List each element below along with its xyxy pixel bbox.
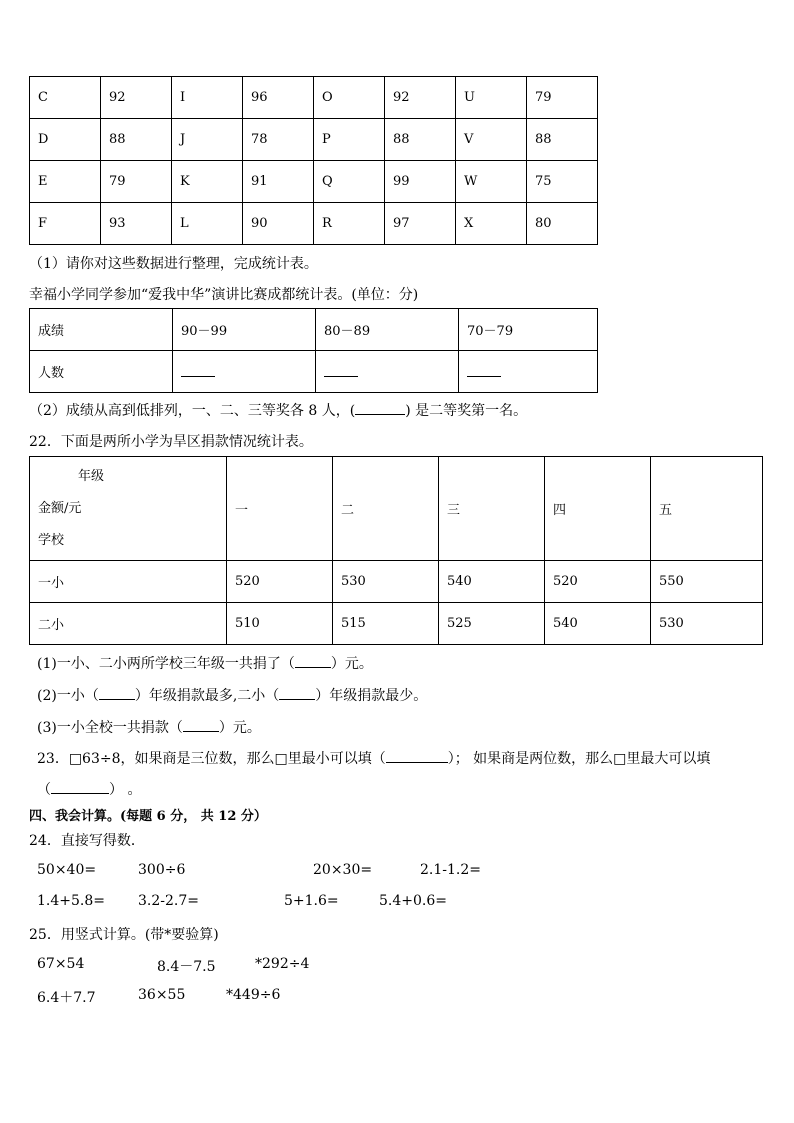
table-row [30,119,598,161]
header-school-label: 学校 [38,532,65,548]
student-letter-cell: D [30,119,101,161]
donation-cell: 515 [333,603,439,645]
q25-item: *292÷4 [255,956,310,972]
answer-blank-q22-2a[interactable] [99,685,135,700]
section-4-heading: 四、我会计算。(每题 6 分， 共 12 分） [29,809,267,824]
donation-cell: 520 [545,561,651,603]
student-score-cell: 92 [101,77,172,119]
student-score-cell: 99 [385,161,456,203]
q24-item: 5+1.6= [284,893,339,909]
answer-blank-q21-2[interactable] [355,400,405,415]
school-name-1: 一小 [30,561,227,603]
donation-cell: 510 [227,603,333,645]
student-score-cell: 91 [243,161,314,203]
student-letter-cell: X [456,203,527,245]
student-letter-cell: F [30,203,101,245]
stat-table-title: 幸福小学同学参加“爱我中华”演讲比赛成都统计表。(单位：分) [29,287,419,303]
table-row [30,77,598,119]
donation-cell: 530 [333,561,439,603]
student-score-cell: 88 [101,119,172,161]
question-24-title: 24．直接写得数． [29,833,145,849]
stat-range-70-79: 70－79 [459,309,598,351]
question-22-part-2: (2)一小（ ）年级捐款最多,二小（ ）年级捐款最少。 [37,685,427,705]
q24-item: 20×30= [313,862,373,878]
question-22-part-1: (1)一小、二小两所学校三年级一共捐了（ ）元。 [37,653,373,673]
student-letter-cell: R [314,203,385,245]
student-letter-cell: P [314,119,385,161]
donation-cell: 530 [651,603,763,645]
student-letter-cell: O [314,77,385,119]
student-score-cell: 97 [385,203,456,245]
student-score-cell: 75 [527,161,598,203]
score-table [29,76,598,245]
donation-cell: 525 [439,603,545,645]
school-name-2: 二小 [30,603,227,645]
answer-blank-q22-2b[interactable] [279,685,315,700]
question-21-part-1: （1）请你对这些数据进行整理，完成统计表。 [29,256,318,272]
stat-range-90-99: 90－99 [173,309,316,351]
q25-item: 67×54 [37,956,85,972]
student-letter-cell: E [30,161,101,203]
student-score-cell: 92 [385,77,456,119]
student-letter-cell: C [30,77,101,119]
student-score-cell: 78 [243,119,314,161]
student-letter-cell: J [172,119,243,161]
header-amount-label: 金额/元 [38,500,82,516]
grade-header-5: 五 [651,457,763,561]
student-score-cell: 80 [527,203,598,245]
donation-table [29,456,763,645]
stat-range-80-89: 80－89 [316,309,459,351]
student-score-cell: 88 [385,119,456,161]
student-letter-cell: I [172,77,243,119]
q25-item: 36×55 [138,987,186,1003]
student-score-cell: 90 [243,203,314,245]
q25-item: 6.4＋7.7 [37,990,96,1006]
diagonal-header-cell [30,457,227,561]
student-score-cell: 96 [243,77,314,119]
q25-item: *449÷6 [226,987,281,1003]
answer-blank-q23-1[interactable] [386,748,448,763]
table-row [30,161,598,203]
grade-header-2: 二 [333,457,439,561]
student-score-cell: 79 [101,161,172,203]
donation-cell: 520 [227,561,333,603]
header-grade-label: 年级 [78,468,105,484]
student-score-cell: 79 [527,77,598,119]
student-letter-cell: V [456,119,527,161]
student-letter-cell: Q [314,161,385,203]
question-25-title: 25．用竖式计算。(带*要验算) [29,927,219,943]
student-letter-cell: K [172,161,243,203]
q24-item: 3.2-2.7= [138,893,199,909]
q24-item: 2.1-1.2= [420,862,481,878]
grade-header-4: 四 [545,457,651,561]
donation-cell: 540 [545,603,651,645]
q25-item: 8.4－7.5 [157,959,216,975]
stat-count-blank-1[interactable] [173,351,316,393]
stat-count-blank-3[interactable] [459,351,598,393]
student-letter-cell: W [456,161,527,203]
grade-header-1: 一 [227,457,333,561]
donation-cell: 540 [439,561,545,603]
student-score-cell: 93 [101,203,172,245]
question-21-part-2: （2）成绩从高到低排列，一、二、三等奖各 8 人，( ) 是二等奖第一名。 [29,400,527,420]
answer-blank-q23-2[interactable] [51,779,109,794]
table-row [30,203,598,245]
question-23-line-1: 23．□63÷8，如果商是三位数，那么□里最小可以填（ ）； 如果商是两位数，那么□里最大可以填 [37,748,710,768]
q24-item: 300÷6 [138,862,186,878]
stat-header-score: 成绩 [30,309,173,351]
grade-header-3: 三 [439,457,545,561]
question-23-line-2: （ ） 。 [37,779,141,799]
answer-blank-q22-3[interactable] [183,717,219,732]
student-score-cell: 88 [527,119,598,161]
question-22-title: 22．下面是两所小学为旱区捐款情况统计表。 [29,434,313,450]
q24-item: 50×40= [37,862,97,878]
donation-cell: 550 [651,561,763,603]
stat-count-blank-2[interactable] [316,351,459,393]
question-22-part-3: (3)一小全校一共捐款（ ）元。 [37,717,261,737]
stat-header-count: 人数 [30,351,173,393]
answer-blank-q22-1[interactable] [295,653,331,668]
student-letter-cell: U [456,77,527,119]
student-letter-cell: L [172,203,243,245]
q24-item: 1.4+5.8= [37,893,105,909]
stat-table [29,308,598,393]
q24-item: 5.4+0.6= [379,893,447,909]
